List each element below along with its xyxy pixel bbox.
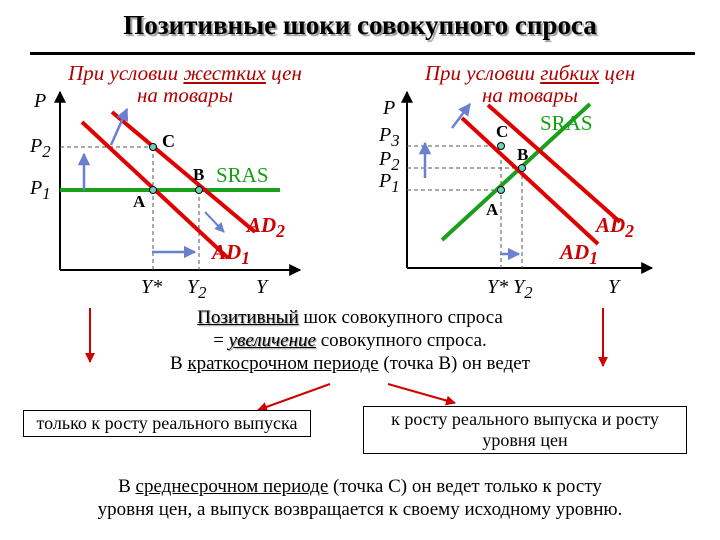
right-p1-label: $P_1$ <box>379 170 400 196</box>
right-ystar-y2-label: Y* $Y_2$ <box>487 276 533 302</box>
footer-line2: уровня цен, а выпуск возвращается к своему исходному уровню. <box>97 499 623 520</box>
left-point-b-label: B <box>193 165 205 184</box>
explanation-text <box>100 306 600 375</box>
right-y-axis-label: P <box>383 97 396 119</box>
center-left-arrow <box>258 384 330 410</box>
left-ad2-label: $AD_2$ <box>247 213 285 242</box>
left-point-c <box>150 144 157 151</box>
footer-line1: В среднесрочном периоде (точка С) он ведет только к росту <box>118 476 602 497</box>
right-p3-label: $P_3$ <box>379 124 400 150</box>
left-y2-label: $Y_2$ <box>187 276 207 302</box>
right-ad1-line <box>462 118 598 244</box>
right-ad2-label: $AD_2$ <box>596 213 634 242</box>
left-shift-arrow-sras <box>205 212 224 232</box>
left-point-a <box>150 187 157 194</box>
right-point-a <box>498 187 505 194</box>
page-title: Позитивные шоки совокупного спроса <box>123 10 597 40</box>
right-point-a-label: A <box>486 200 499 219</box>
left-sras-label: SRAS <box>216 163 269 187</box>
left-x-axis-label: Y <box>256 276 268 298</box>
left-ystar-label: Y* <box>141 276 163 298</box>
right-point-c-label: C <box>496 122 509 141</box>
left-ad1-label: $AD_1$ <box>212 240 250 269</box>
right-point-b-label: B <box>517 145 529 164</box>
left-point-b <box>196 187 203 194</box>
left-subtitle: При условии жестких цен на товары <box>68 61 302 107</box>
left-p2-label: $P_2$ <box>30 135 51 161</box>
explanation-line1: Позитивный шок совокупного спроса <box>197 307 503 328</box>
left-p1-label: $P_1$ <box>30 177 51 203</box>
right-subtitle: При условии гибких цен на товары <box>424 61 636 107</box>
center-right-arrow <box>388 384 455 403</box>
right-ad1-label: $AD_1$ <box>560 240 598 269</box>
left-point-c-label: C <box>162 131 175 151</box>
right-x-axis-label: Y <box>608 276 620 298</box>
explanation-line3: В краткосрочном периоде (точка В) он ведет <box>170 353 530 374</box>
explanation-line2: = увеличение совокупного спроса. <box>213 330 487 351</box>
right-point-b <box>519 165 526 172</box>
left-y-axis-label: P <box>34 90 47 112</box>
right-point-c <box>498 143 505 150</box>
left-point-a-label: A <box>133 192 146 211</box>
box-rigid-prices: только к росту реального выпуска <box>23 410 311 437</box>
footer-text <box>5 475 715 521</box>
right-p2-label: $P_2$ <box>379 148 400 174</box>
box-flexible-prices: к росту реального выпуска и росту уровня цен <box>363 406 687 454</box>
right-sras-label: SRAS <box>540 111 593 135</box>
